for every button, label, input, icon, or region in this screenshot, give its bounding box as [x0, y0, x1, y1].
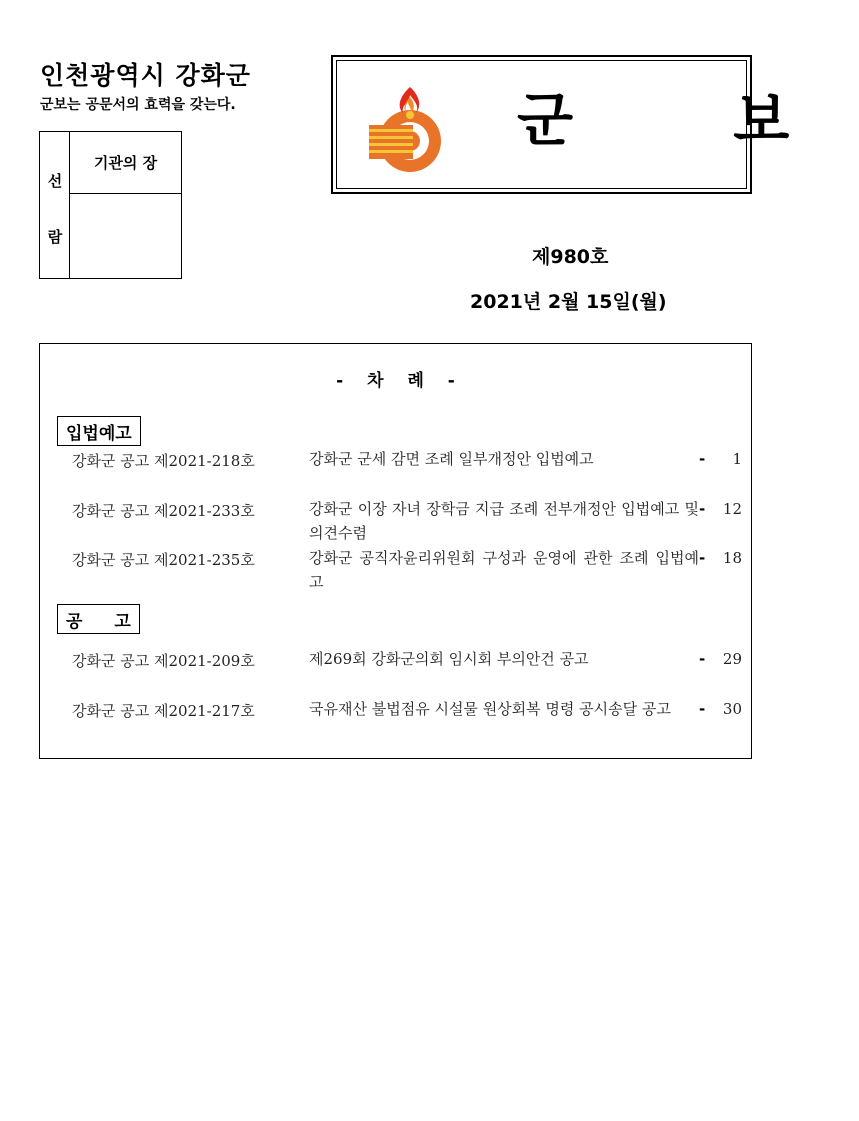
masthead-title: 군 보: [517, 86, 859, 154]
leader-dash: -: [699, 650, 706, 668]
page-number: 12: [722, 500, 742, 518]
notice-number: 강화군 공고 제2021-233호: [72, 502, 255, 520]
notice-title: 제269회 강화군의회 임시회 부의안건 공고: [309, 650, 589, 668]
ganghwa-emblem-icon: [363, 83, 453, 173]
circulation-side: [40, 132, 70, 278]
circulation-head-label: 기관의 장: [70, 132, 181, 194]
masthead: [331, 55, 859, 194]
issue-number: 제980호: [532, 246, 609, 268]
notice-number: 강화군 공고 제2021-217호: [72, 702, 255, 720]
page-number: 29: [722, 650, 742, 668]
circulation-char-2: 람: [47, 228, 63, 246]
org-name: 인천광역시 강화군: [40, 61, 251, 90]
notice-title: 강화군 군세 감면 조례 일부개정안 입법예고: [309, 450, 594, 468]
leader-dash: -: [699, 549, 706, 567]
section-label-legislative-notice: 입법예고: [57, 416, 141, 446]
validity-note: 군보는 공문서의 효력을 갖는다.: [40, 97, 236, 113]
table-of-contents: [39, 343, 752, 759]
circulation-box: [39, 131, 182, 279]
page-number: 1: [732, 450, 742, 468]
notice-number: 강화군 공고 제2021-209호: [72, 652, 255, 670]
notice-title: 국유재산 불법점유 시설물 원상회복 명령 공시송달 공고: [309, 700, 671, 718]
leader-dash: -: [699, 450, 706, 468]
section-label-public-notice: 공 고: [57, 604, 140, 634]
issue-date: 2021년 2월 15일(월): [470, 291, 667, 313]
page-number: 30: [722, 700, 742, 718]
masthead-inner: [336, 60, 859, 189]
circulation-char-1: 선: [47, 172, 63, 190]
leader-dash: -: [699, 700, 706, 718]
notice-number: 강화군 공고 제2021-235호: [72, 551, 255, 569]
page-number: 18: [722, 549, 742, 567]
notice-title: 강화군 공직자윤리위원회 구성과 운영에 관한 조례 입법예고: [309, 549, 699, 591]
notice-title: 강화군 이장 자녀 장학금 지급 조례 전부개정안 입법예고 및 의견수렴: [309, 500, 699, 542]
notice-number: 강화군 공고 제2021-218호: [72, 452, 255, 470]
toc-title: - 차 례 -: [336, 371, 455, 391]
leader-dash: -: [699, 500, 706, 518]
